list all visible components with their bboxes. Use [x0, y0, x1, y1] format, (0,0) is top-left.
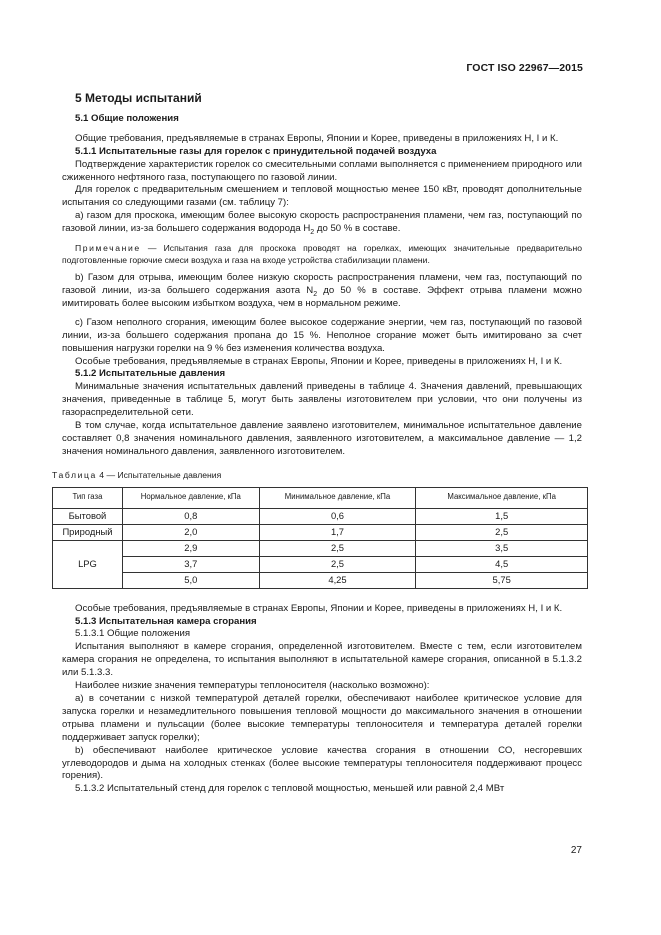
- table-row: 5,0 4,25 5,75: [53, 572, 588, 588]
- paragraph-combustion-chamber: Испытания выполняют в камере сгорания, определенной изготовителем. Вместе с тем, если изготовителем камера сгорания не определена, то испытания выполняют в испытательной камере сгорания, описанной в 5.1.3.2 или 5.1.3.3.: [62, 641, 582, 679]
- paragraph-min-pressures: Минимальные значения испытательных давлений приведены в таблице 4. Значения давлений, превышающих значения, приведенные в таблице 5, могут быть заявлены изготовителем при условии, что они получены из газораспределительной сети.: [62, 381, 582, 419]
- subsection-5-1-1: 5.1.1 Испытательные газы для горелок с принудительной подачей воздуха: [75, 145, 437, 157]
- paragraph-premix: Для горелок с предварительным смешением и тепловой мощностью менее 150 кВт, проводят дополнительные испытания со следующими газами (см. таблицу 7):: [62, 184, 582, 209]
- subsection-5-1-2: 5.1.2 Испытательные давления: [75, 368, 226, 380]
- subsection-5-1-3: 5.1.3 Испытательная камера сгорания: [75, 615, 257, 627]
- header-max-pressure: Максимальное давление, кПа: [416, 487, 588, 508]
- list-item-a: а) газом для проскока, имеющим более высокую скорость распространения пламени, чем газ, поступающий по газовой линии, из-за большего содержания водорода $H_2$ до 50 % в составе.: [62, 210, 582, 237]
- list-item-b: b) Газом для отрыва, имеющим более низкую скорость распространения пламени, чем газ, поступающий по газовой линии, из-за большего содержания азота $N_2$ до 50 % в составе. Эффект отрыва пламени можно имитировать более высоким избытком воздуха, чем в нормальном режиме.: [62, 272, 582, 309]
- list-item-2b: b) обеспечивают наиболее критическое условие качества сгорания в отношении СО, несгоревших углеводородов и дыма на холодных стенках (более высокие температуры теплоносителя поддерживают процесс горения).: [62, 744, 582, 782]
- document-header: ГОСТ ISO 22967—2015: [466, 62, 583, 74]
- section-title: 5 Методы испытаний: [75, 91, 202, 105]
- header-gas-type: Тип газа: [53, 487, 123, 508]
- paragraph-special-requirements-2: Особые требования, предъявляемые в странах Европы, Японии и Корее, приведены в приложениях Н, I и К.: [75, 602, 563, 614]
- note: Примечание — Испытания газа для проскока проводят на горелках, имеющих значительные предварительно подготовленные горючие смеси воздуха и газа на входе устройства стабилизации пламени.: [62, 243, 582, 266]
- table-header-row: [53, 487, 588, 508]
- list-item-2a: а) в сочетании с низкой температурой деталей горелки, обеспечивают наиболее критическое условие для запуска горелки и незамедлительного повышения тепловой мощности до максимального значения в отношении отрыва пламени и пульсации (более высокие температуры теплоносителя и температура деталей горелки поддерживает запуск горелки);: [62, 693, 582, 743]
- subsection-5-1-3-1: 5.1.3.1 Общие положения: [75, 628, 191, 640]
- paragraph-confirmation: Подтверждение характеристик горелок со смесительными соплами выполняется с применением природного или сжиженного нефтяного газа, поступающего по газовой линии.: [62, 158, 582, 183]
- table-row: 3,7 2,5 4,5: [53, 556, 588, 572]
- page-content: [52, 91, 582, 796]
- header-min-pressure: Минимальное давление, кПа: [259, 487, 416, 508]
- table-row: Бытовой 0,8 0,6 1,5: [53, 508, 588, 524]
- table-row: Природный 2,0 1,7 2,5: [53, 524, 588, 540]
- paragraph-special-requirements: Особые требования, предъявляемые в странах Европы, Японии и Корее, приведены в приложениях Н, I и К.: [75, 355, 563, 367]
- paragraph-lowest-temperatures: Наиболее низкие значения температуры теплоносителя (насколько возможно):: [75, 680, 430, 692]
- list-item-c: с) Газом неполного сгорания, имеющим более высокое содержание энергии, чем газ, поступающий по газовой линии, из-за большего содержания пропана до 15 %. Неполное сгорание может быть имитировано за счет повышения нагрузки горелки на 9 % без изменения количества воздуха.: [62, 316, 582, 354]
- header-normal-pressure: Нормальное давление, кПа: [122, 487, 259, 508]
- paragraph-general-requirements: Общие требования, предъявляемые в странах Европы, Японии и Корее, приведены в приложениях Н, I и К.: [75, 132, 559, 144]
- table-row: LPG 2,9 2,5 3,5: [53, 540, 588, 556]
- table-caption: Таблица 4 — Испытательные давления: [52, 469, 222, 480]
- lpg-cell: LPG: [53, 540, 123, 588]
- note-label: Примечание: [75, 243, 141, 254]
- paragraph-test-stand: 5.1.3.2 Испытательный стенд для горелок с тепловой мощностью, меньшей или равной 2,4 МВт: [75, 783, 505, 795]
- pressure-table: [52, 487, 588, 589]
- subsection-5-1: 5.1 Общие положения: [75, 112, 179, 124]
- paragraph-declared-pressure: В том случае, когда испытательное давление заявлено изготовителем, минимальное испытательное давление составляет 0,8 значения номинального давления, заявленного изготовителем, а максимальное давление — 1,2 значения номинального давления, заявленного изготовителем.: [62, 420, 582, 457]
- page-number: 27: [570, 845, 582, 856]
